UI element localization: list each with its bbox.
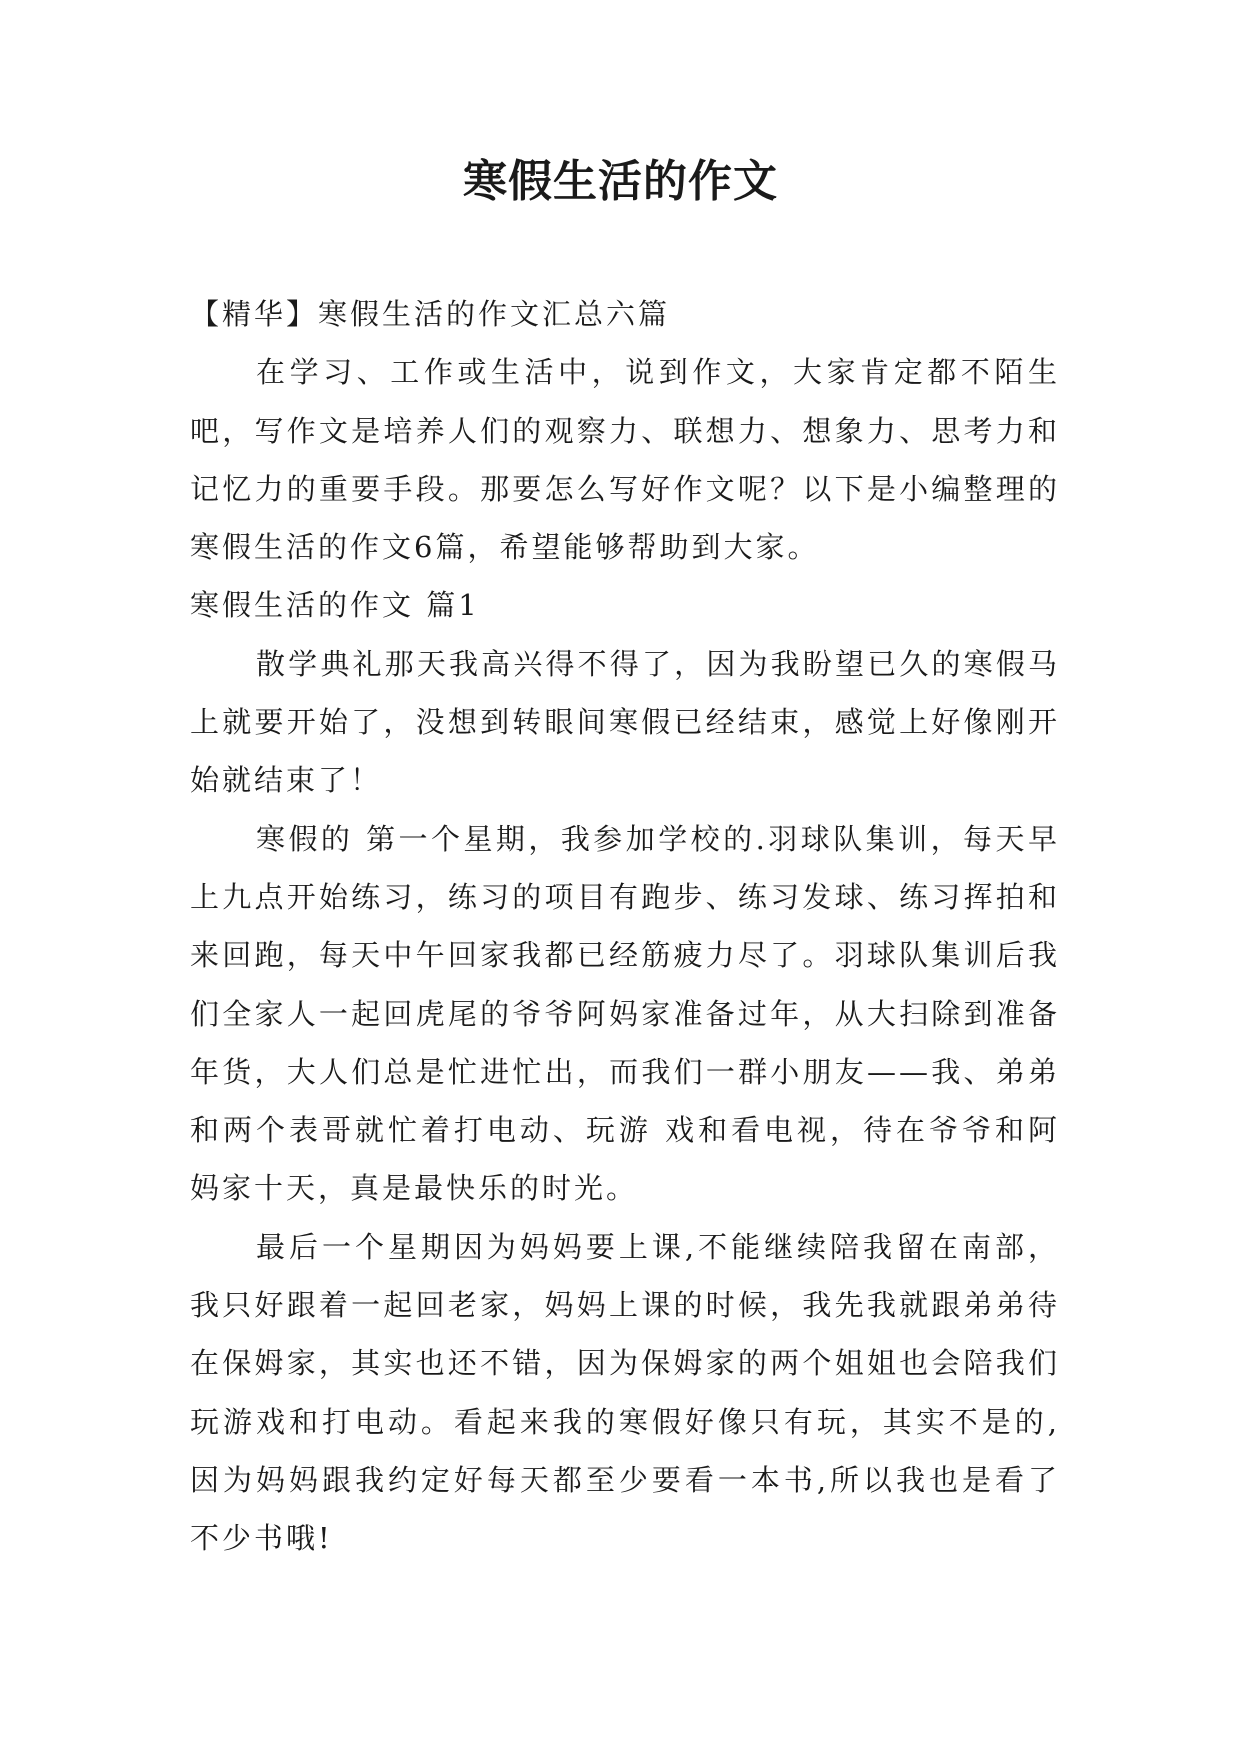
document-body: [190, 285, 1060, 1568]
intro-paragraph: 在学习、工作或生活中，说到作文，大家肯定都不陌生吧，写作文是培养人们的观察力、联想力、想象力、思考力和记忆力的重要手段。那要怎么写好作文呢？以下是小编整理的寒假生活的作文6篇，希望能够帮助到大家。: [190, 355, 1060, 565]
body-paragraph-3: 最后一个星期因为妈妈要上课,不能继续陪我留在南部，我只好跟着一起回老家，妈妈上课的时候，我先我就跟弟弟待在保姆家，其实也还不错，因为保姆家的两个姐姐也会陪我们玩游戏和打电动。看起来我的寒假好像只有玩，其实不是的,因为妈妈跟我约定好每天都至少要看一本书,所以我也是看了不少书哦!: [190, 1229, 1060, 1556]
subtitle: 【精华】寒假生活的作文汇总六篇: [190, 297, 671, 331]
body-paragraph-1: 散学典礼那天我高兴得不得了，因为我盼望已久的寒假马上就要开始了，没想到转眼间寒假已经结束，感觉上好像刚开始就结束了！: [190, 646, 1060, 798]
body-paragraph-2: 寒假的 第一个星期，我参加学校的.羽球队集训，每天早上九点开始练习，练习的项目有跑步、练习发球、练习挥拍和来回跑，每天中午回家我都已经筋疲力尽了。羽球队集训后我们全家人一起回虎尾的爷爷阿妈家准备过年，从大扫除到准备年货，大人们总是忙进忙出，而我们一群小朋友——我、弟弟和两个表哥就忙着打电动、玩游 戏和看电视，待在爷爷和阿妈家十天，真是最快乐的时光。: [190, 821, 1060, 1206]
section-heading: 寒假生活的作文 篇1: [190, 588, 480, 623]
page-title: 寒假生活的作文: [463, 156, 778, 207]
